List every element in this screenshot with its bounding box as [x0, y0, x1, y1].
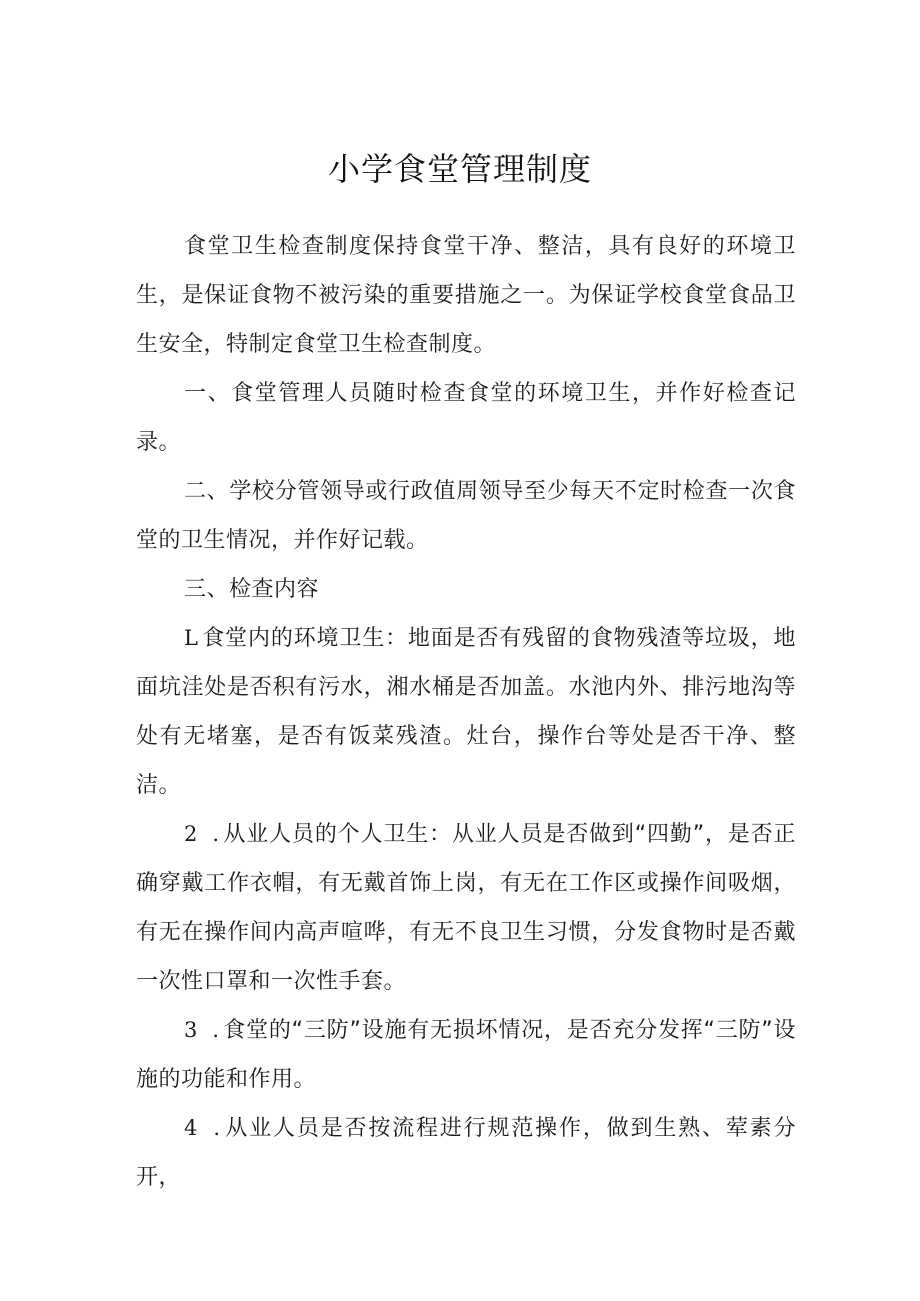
paragraph-text: 食堂的“三防”设施有无损坏情况，是否充分发挥“三防”设施的功能和作用。 — [136, 1018, 797, 1092]
paragraph-text: 食堂内的环境卫生：地面是否有残留的食物残渣等垃圾，地面坑洼处是否积有污水，湘水桶是否加盖。水池内外、排污地沟等处有无堵塞，是否有饭菜残渣。灶台，操作台等处是否干净、整洁。 — [136, 626, 796, 798]
paragraph-text: 二、学校分管领导或行政值周领导至少每天不定时检查一次食堂的卫生情况，并作好记载。 — [136, 479, 796, 553]
paragraph-marker: 2 . — [184, 822, 224, 846]
document-title: 小学食堂管理制度 — [327, 150, 592, 188]
paragraph-item-3 — [136, 1006, 796, 1104]
paragraph-section-1 — [136, 369, 796, 467]
paragraph-text: 一、食堂管理人员随时检查食堂的环境卫生，并作好检查记录。 — [136, 381, 796, 455]
paragraph-text: 从业人员的个人卫生：从业人员是否做到“四勤”，是否正确穿戴工作衣帽，有无戴首饰上岗，有无在工作区或操作间吸烟，有无在操作间内高声喧哗，有无不良卫生习惯，分发食物时是否戴一次性口罩和一次性手套。 — [136, 822, 797, 994]
paragraph-intro — [136, 222, 796, 369]
paragraph-item-1 — [136, 614, 796, 810]
paragraph-marker: 4 . — [184, 1116, 225, 1140]
paragraph-section-3-heading — [136, 565, 796, 614]
paragraph-item-2 — [136, 810, 796, 1006]
document-body — [136, 222, 796, 1202]
paragraph-text: 食堂卫生检查制度保持食堂干净、整洁，具有良好的环境卫生，是保证食物不被污染的重要措施之一。为保证学校食堂食品卫生安全，特制定食堂卫生检查制度。 — [136, 234, 796, 357]
paragraph-marker: L — [184, 626, 202, 650]
paragraph-section-2 — [136, 467, 796, 565]
paragraph-text: 从业人员是否按流程进行规范操作，做到生熟、荤素分开， — [136, 1116, 796, 1190]
paragraph-item-4 — [136, 1104, 796, 1202]
paragraph-text: 三、检查内容 — [184, 577, 320, 602]
paragraph-marker: 3 . — [184, 1018, 224, 1042]
